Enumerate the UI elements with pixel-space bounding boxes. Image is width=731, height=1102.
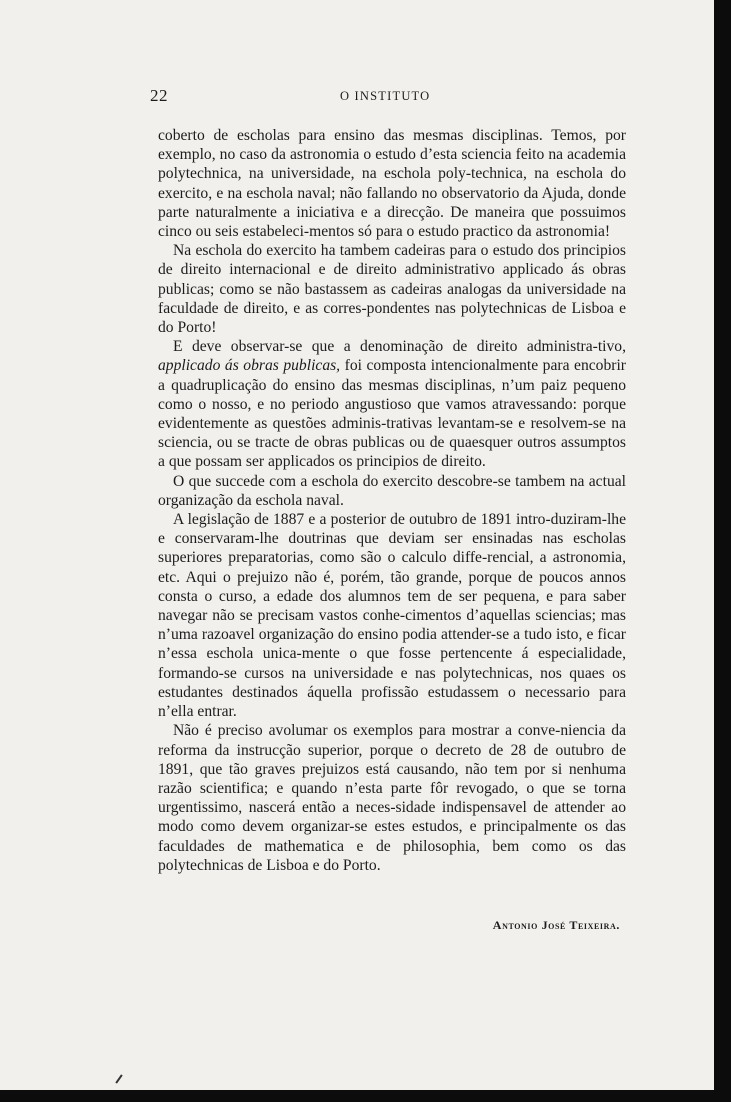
scan-artifact-mark xyxy=(115,1074,122,1083)
paragraph-1: coberto de escholas para ensino das mesmas disciplinas. Temos, por exemplo, no caso da astronomia o estudo d’esta sciencia feito na academia polytechnica, na universidade, na eschola poly-technica, na eschola do exercito, e na eschola naval; não fallando no observatorio da Ajuda, donde parte naturalmente a iniciativa e a direcção. De maneira que possuimos cinco ou seis estabeleci-mentos só para o estudo practico da astronomia! xyxy=(158,127,626,241)
paragraph-3 xyxy=(158,337,626,471)
paragraph-5: A legislação de 1887 e a posterior de outubro de 1891 intro-duziram-lhe e conservaram-lhe doutrinas que deviam ser ensinadas nas escholas superiores preparatorias, como são o calculo diffe-rencial, a astronomia, etc. Aqui o prejuizo não é, porém, tão grande, porque de poucos annos consta o curso, a edade dos alumnos tem de ser pequena, e para saber navegar não se precisam vastos conhe-cimentos d’aquellas sciencias; mas n’uma razoavel organização do ensino podia attender-se a tudo isto, e ficar n’essa eschola unica-mente o que fosse pertencente á especialidade, formando-se cursos na universidade e nas polytechnicas, nos quaes os estudantes destinados áquella profissão estudassem o necessario para n’ella entrar. xyxy=(158,511,626,721)
page-number: 22 xyxy=(150,86,168,105)
paragraph-6: Não é preciso avolumar os exemplos para mostrar a conve-niencia da reforma da instrucção superior, porque o decreto de 28 de outubro de 1891, que tão graves prejuizos está causando, não tem por si nenhuma razão scientifica; e quando n’esta parte fôr revogado, o que se torna urgentissimo, nascerá então a neces-sidade indispensavel de attender ao modo como devem organizar-se estes estudos, e principalmente os das faculdades de mathematica e de philosophia, bem como os das polytechnicas de Lisboa e do Porto. xyxy=(158,722,626,874)
journal-title: O INSTITUTO xyxy=(340,89,431,103)
paragraph-3-start: E deve observar-se que a denominação de direito administra-tivo, xyxy=(173,338,626,356)
scan-border-right xyxy=(714,0,731,1102)
paragraph-4: O que succede com a eschola do exercito descobre-se tambem na actual organização da eschola naval. xyxy=(158,472,626,509)
article-body xyxy=(158,126,626,875)
paragraph-3-end: foi composta intencionalmente para encobrir a quadruplicação do ensino das mesmas disciplinas, n’um paiz pequeno como o nosso, e no periodo angustioso que vamos atravessando: porque evidentemente as questões adminis-trativas levantam-se e resolvem-se na sciencia, ou se tracte de obras publicas ou de quaesquer outros assumptos a que possam ser applicados os principios de direito. xyxy=(158,357,626,471)
scan-border-bottom xyxy=(0,1090,731,1102)
paragraph-2: Na eschola do exercito ha tambem cadeiras para o estudo dos principios de direito internacional e de direito administrativo applicado ás obras publicas; como se não bastassem as cadeiras analogas da universidade na faculdade de direito, e as corres-pondentes nas polytechnicas de Lisboa e do Porto! xyxy=(158,242,626,337)
italic-phrase: applicado ás obras publicas, xyxy=(158,357,341,375)
running-header xyxy=(150,86,630,108)
author-signature: Antonio José Teixeira. xyxy=(492,918,620,932)
